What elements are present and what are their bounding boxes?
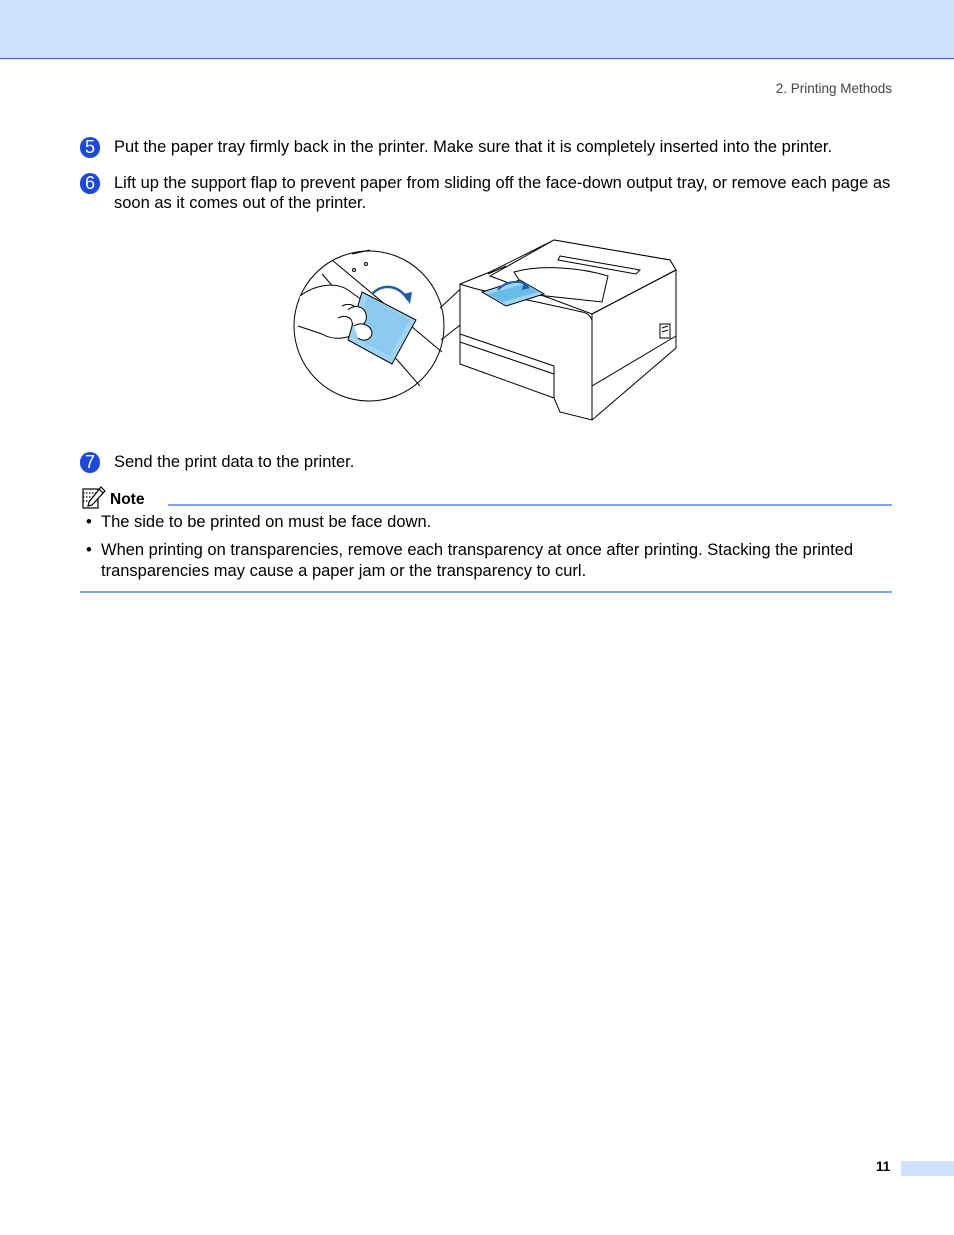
step-6	[80, 173, 892, 213]
step-5	[80, 137, 892, 157]
note-pencil-icon	[80, 485, 106, 511]
note-divider	[168, 504, 892, 506]
note-item-text: When printing on transparencies, remove each transparency at once after printing. Stacking the printed transparencies may cause a paper jam or the transparency to curl.	[101, 541, 854, 580]
footer-band	[901, 1161, 954, 1176]
note-end-divider	[80, 591, 892, 593]
bullet-icon: •	[86, 513, 92, 531]
note-header	[80, 485, 892, 511]
top-header-band	[0, 0, 954, 59]
step-text: Put the paper tray firmly back in the printer. Make sure that it is completely inserted into the printer.	[114, 138, 833, 156]
step-text: Lift up the support flap to prevent paper from sliding off the face-down output tray, or remove each page as soon as it comes out of the printer.	[114, 174, 891, 212]
step-text: Send the print data to the printer.	[114, 453, 355, 471]
step-number-badge: 7	[80, 452, 100, 473]
page-number: 11	[876, 1159, 891, 1174]
note-list	[80, 512, 892, 589]
note-title: Note	[110, 491, 145, 508]
step-number-badge: 5	[80, 137, 100, 158]
note-item	[80, 512, 892, 533]
running-head: 2. Printing Methods	[775, 81, 892, 96]
note-item	[80, 540, 892, 582]
step-7	[80, 452, 892, 472]
step-number-badge: 6	[80, 173, 100, 194]
note-item-text: The side to be printed on must be face down.	[101, 513, 432, 531]
printer-support-flap-illustration	[292, 236, 680, 424]
bullet-icon: •	[86, 541, 92, 559]
